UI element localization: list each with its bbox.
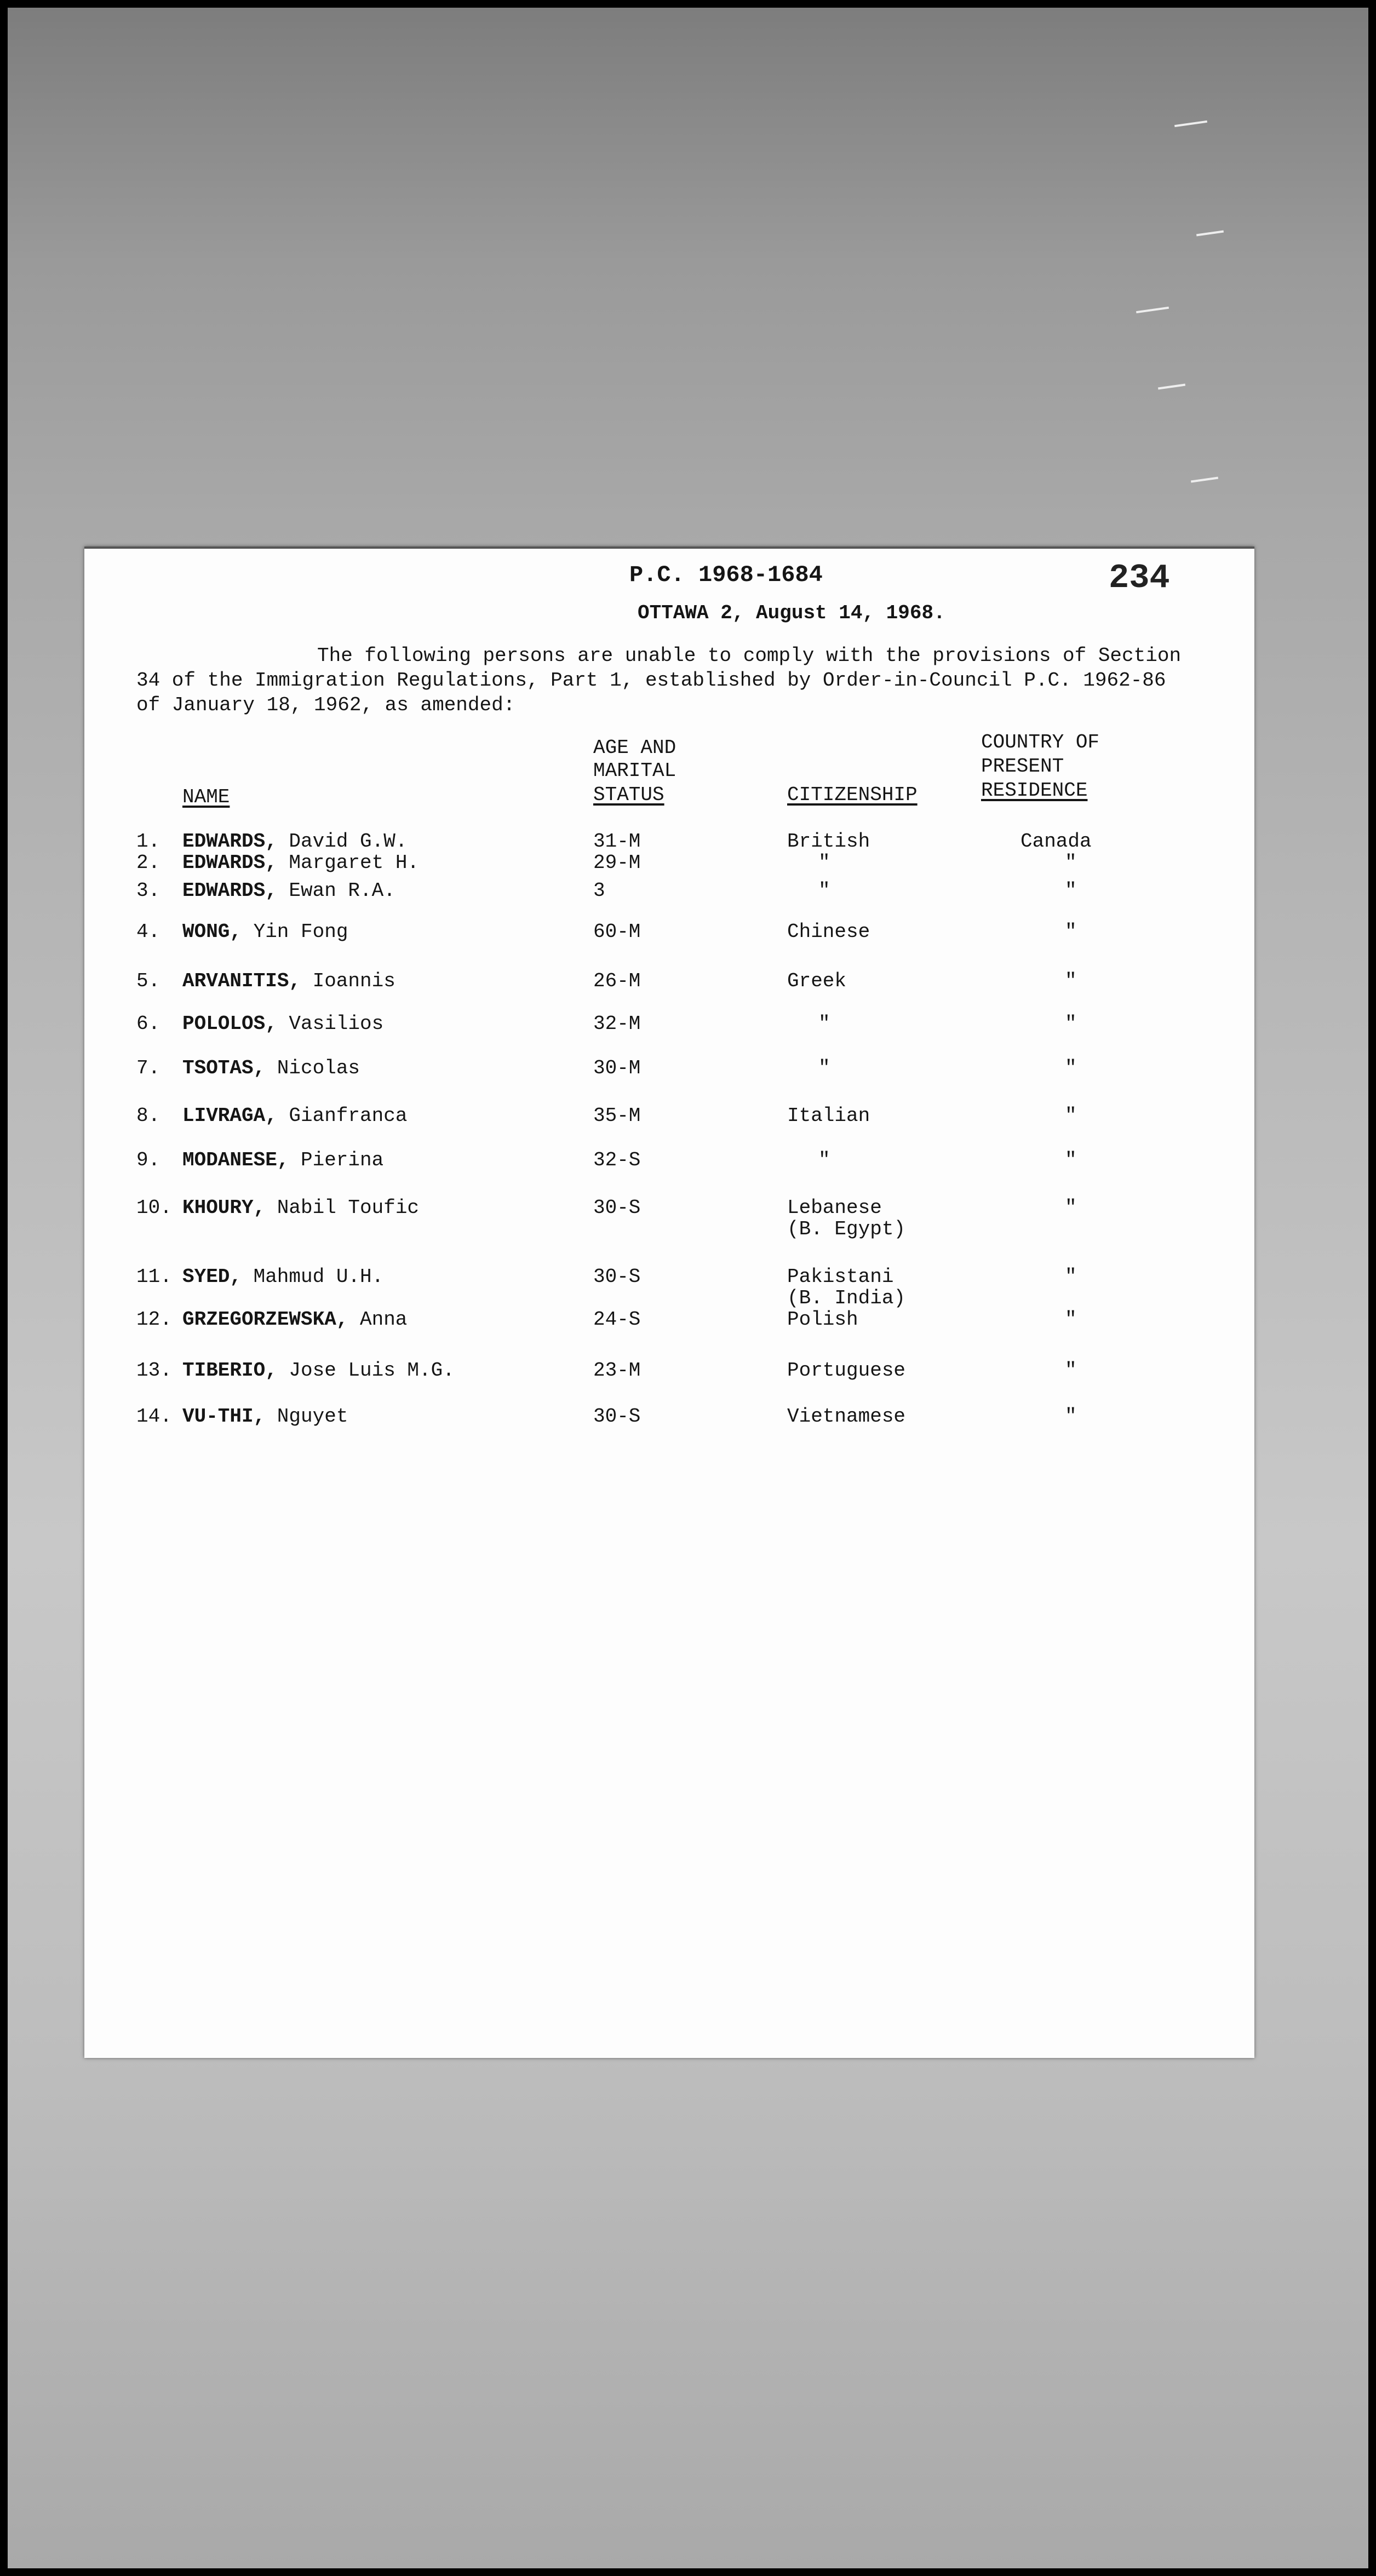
age-marital-status: 32-S	[593, 1149, 641, 1171]
person-surname: EDWARDS,	[182, 830, 277, 853]
age-marital-status: 30-S	[593, 1266, 641, 1288]
citizenship: "	[818, 1057, 830, 1079]
citizenship: Vietnamese	[787, 1405, 906, 1428]
row-number: 4.	[136, 921, 160, 943]
person-surname: VU-THI,	[182, 1405, 266, 1428]
country-of-residence: "	[1065, 879, 1077, 902]
country-of-residence: "	[1065, 1149, 1077, 1171]
country-of-residence: Canada	[1020, 830, 1092, 853]
citizenship: British	[787, 830, 870, 853]
column-header-age-1: AGE AND	[593, 737, 676, 759]
birthplace-note: (B. Egypt)	[787, 1218, 906, 1240]
person-surname: SYED,	[182, 1266, 242, 1288]
person-surname: EDWARDS,	[182, 879, 277, 902]
person-given-names: Nguyet	[277, 1405, 348, 1428]
person-surname: EDWARDS,	[182, 852, 277, 874]
row-number: 9.	[136, 1149, 160, 1171]
person-surname: LIVRAGA,	[182, 1105, 277, 1127]
intro-line-1: The following persons are unable to comply with the provisions of Section	[317, 645, 1182, 667]
row-number: 6.	[136, 1013, 160, 1035]
person-surname: WONG,	[182, 921, 242, 943]
page-number: 234	[1109, 559, 1170, 597]
person-surname: KHOURY,	[182, 1197, 266, 1219]
country-of-residence: "	[1065, 1013, 1077, 1035]
age-marital-status: 30-S	[593, 1197, 641, 1219]
row-number: 10.	[136, 1197, 172, 1219]
row-number: 2.	[136, 852, 160, 874]
film-scratch	[1136, 307, 1169, 313]
age-marital-status: 24-S	[593, 1308, 641, 1331]
citizenship: "	[818, 1149, 830, 1171]
age-marital-status: 29-M	[593, 852, 641, 874]
row-number: 13.	[136, 1359, 172, 1382]
row-number: 1.	[136, 830, 160, 853]
person-given-names: Anna	[360, 1308, 408, 1331]
country-of-residence: "	[1065, 1057, 1077, 1079]
age-marital-status: 26-M	[593, 970, 641, 992]
row-number: 12.	[136, 1308, 172, 1331]
country-of-residence: "	[1065, 1197, 1077, 1219]
age-marital-status: 35-M	[593, 1105, 641, 1127]
citizenship: "	[818, 879, 830, 902]
person-surname: TSOTAS,	[182, 1057, 266, 1079]
person-given-names: Ewan R.A.	[289, 879, 395, 902]
citizenship: "	[818, 1013, 830, 1035]
column-header-age-2: MARITAL	[593, 760, 676, 782]
column-header-residence-3: RESIDENCE	[981, 779, 1088, 802]
row-number: 7.	[136, 1057, 160, 1079]
person-given-names: Ioannis	[312, 970, 395, 992]
intro-line-2: 34 of the Immigration Regulations, Part 1, established by Order-in-Council P.C. 1962-86	[136, 669, 1166, 692]
column-header-name: NAME	[182, 786, 230, 808]
age-marital-status: 30-S	[593, 1405, 641, 1428]
row-number: 5.	[136, 970, 160, 992]
person-surname: GRZEGORZEWSKA,	[182, 1308, 348, 1331]
citizenship: Pakistani	[787, 1266, 894, 1288]
person-given-names: Vasilios	[289, 1013, 384, 1035]
country-of-residence: "	[1065, 1405, 1077, 1428]
person-surname: TIBERIO,	[182, 1359, 277, 1382]
document-page	[84, 547, 1254, 2058]
film-scratch	[1174, 120, 1207, 127]
birthplace-note: (B. India)	[787, 1287, 906, 1309]
column-header-citizenship: CITIZENSHIP	[787, 784, 918, 806]
person-given-names: Nabil Toufic	[277, 1197, 420, 1219]
row-number: 8.	[136, 1105, 160, 1127]
citizenship: Polish	[787, 1308, 858, 1331]
citizenship: "	[818, 852, 830, 874]
person-given-names: Nicolas	[277, 1057, 360, 1079]
person-surname: ARVANITIS,	[182, 970, 301, 992]
person-given-names: David G.W.	[289, 830, 408, 853]
column-header-age-3: STATUS	[593, 784, 664, 806]
country-of-residence: "	[1065, 852, 1077, 874]
citizenship: Chinese	[787, 921, 870, 943]
person-given-names: Yin Fong	[253, 921, 348, 943]
row-number: 3.	[136, 879, 160, 902]
citizenship: Italian	[787, 1105, 870, 1127]
intro-line-3: of January 18, 1962, as amended:	[136, 694, 515, 716]
age-marital-status: 3	[593, 879, 605, 902]
age-marital-status: 23-M	[593, 1359, 641, 1382]
age-marital-status: 31-M	[593, 830, 641, 853]
person-surname: POLOLOS,	[182, 1013, 277, 1035]
order-number: P.C. 1968-1684	[629, 562, 823, 588]
age-marital-status: 32-M	[593, 1013, 641, 1035]
person-given-names: Pierina	[301, 1149, 384, 1171]
film-scratch	[1196, 231, 1224, 237]
country-of-residence: "	[1065, 1308, 1077, 1331]
citizenship: Lebanese	[787, 1197, 882, 1219]
country-of-residence: "	[1065, 921, 1077, 943]
country-of-residence: "	[1065, 970, 1077, 992]
citizenship: Greek	[787, 970, 847, 992]
country-of-residence: "	[1065, 1105, 1077, 1127]
person-given-names: Gianfranca	[289, 1105, 408, 1127]
country-of-residence: "	[1065, 1359, 1077, 1382]
place-date: OTTAWA 2, August 14, 1968.	[638, 602, 945, 624]
column-header-residence-2: PRESENT	[981, 755, 1064, 778]
citizenship: Portuguese	[787, 1359, 906, 1382]
person-given-names: Mahmud U.H.	[253, 1266, 384, 1288]
country-of-residence: "	[1065, 1266, 1077, 1288]
column-header-residence-1: COUNTRY OF	[981, 731, 1100, 754]
person-surname: MODANESE,	[182, 1149, 289, 1171]
film-scratch	[1191, 477, 1218, 483]
row-number: 14.	[136, 1405, 172, 1428]
age-marital-status: 60-M	[593, 921, 641, 943]
row-number: 11.	[136, 1266, 172, 1288]
person-given-names: Jose Luis M.G.	[289, 1359, 455, 1382]
film-scratch	[1158, 384, 1185, 390]
age-marital-status: 30-M	[593, 1057, 641, 1079]
person-given-names: Margaret H.	[289, 852, 420, 874]
